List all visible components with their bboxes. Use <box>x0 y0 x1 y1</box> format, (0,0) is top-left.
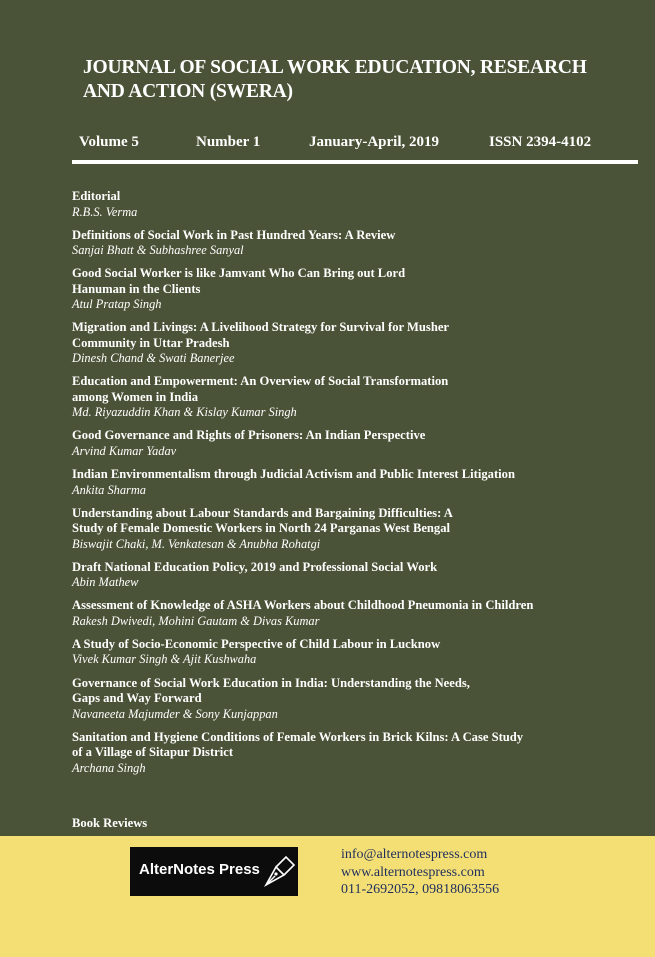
publisher-contact <box>341 846 499 899</box>
table-of-contents <box>72 189 592 784</box>
publisher-logo-text: AlterNotes Press <box>139 861 260 878</box>
article-title: among Women in India <box>72 389 199 404</box>
article-authors: Md. Riyazuddin Khan & Kislay Kumar Singh <box>72 405 297 420</box>
article-authors: Rakesh Dwivedi, Mohini Gautam & Divas Kumar <box>72 613 320 628</box>
issue-info-bar <box>79 134 639 154</box>
toc-entry <box>72 676 592 723</box>
article-authors: Abin Mathew <box>72 575 139 590</box>
article-title: Indian Environmentalism through Judicial Activism and Public Interest Litigation <box>72 467 515 482</box>
article-title: A Study of Socio-Economic Perspective of Child Labour in Lucknow <box>72 636 441 651</box>
article-authors: Arvind Kumar Yadav <box>72 443 177 458</box>
book-reviews-heading: Book Reviews <box>72 816 148 830</box>
article-authors: Sanjai Bhatt & Subhashree Sanyal <box>72 243 244 258</box>
toc-entry <box>72 598 592 629</box>
article-authors: Biswajit Chaki, M. Venkatesan & Anubha Rohatgi <box>72 536 321 551</box>
article-title: Hanuman in the Clients <box>72 281 201 296</box>
toc-entry <box>72 320 592 367</box>
toc-entry <box>72 189 592 220</box>
journal-title <box>83 56 623 104</box>
article-authors: Archana Singh <box>72 760 146 775</box>
toc-entry <box>72 730 592 777</box>
article-title: Editorial <box>72 189 121 203</box>
article-title: Gaps and Way Forward <box>72 691 202 706</box>
article-title: Community in Uttar Pradesh <box>72 335 230 350</box>
fountain-pen-nib-icon <box>262 855 296 889</box>
article-title: Sanitation and Hygiene Conditions of Female Workers in Brick Kilns: A Case Study <box>72 729 524 744</box>
issue-period: January-April, 2019 <box>309 134 440 150</box>
toc-entry <box>72 637 592 668</box>
toc-entry <box>72 374 592 421</box>
journal-title-line-1: JOURNAL OF SOCIAL WORK EDUCATION, RESEARCH <box>83 57 587 78</box>
toc-entry <box>72 467 592 498</box>
article-authors: Dinesh Chand & Swati Banerjee <box>72 351 235 366</box>
toc-entry <box>72 506 592 553</box>
publisher-footer <box>0 836 655 957</box>
issn-label: ISSN 2394-4102 <box>489 134 592 150</box>
article-title: Education and Empowerment: An Overview of Social Transformation <box>72 374 449 389</box>
article-title: Good Governance and Rights of Prisoners: An Indian Perspective <box>72 428 426 443</box>
article-authors: R.B.S. Verma <box>72 204 138 219</box>
publisher-phone: 011-2692052, 09818063556 <box>341 882 500 897</box>
article-title: Migration and Livings: A Livelihood Strategy for Survival for Musher <box>72 320 450 335</box>
publisher-logo <box>130 847 298 896</box>
article-title: Study of Female Domestic Workers in North 24 Parganas West Bengal <box>72 521 451 536</box>
article-title: Good Social Worker is like Jamvant Who Can Bring out Lord <box>72 266 406 281</box>
article-authors: Atul Pratap Singh <box>72 297 162 312</box>
publisher-website[interactable]: www.alternotespress.com <box>341 864 485 880</box>
article-title: of a Village of Sitapur District <box>72 745 234 760</box>
volume-label: Volume 5 <box>79 134 139 150</box>
journal-title-line-2: AND ACTION (SWERA) <box>83 81 293 102</box>
publisher-email[interactable]: info@alternotespress.com <box>341 847 488 862</box>
toc-entry <box>72 428 592 459</box>
number-label: Number 1 <box>196 134 261 150</box>
article-title: Definitions of Social Work in Past Hundred Years: A Review <box>72 227 396 242</box>
article-title: Assessment of Knowledge of ASHA Workers about Childhood Pneumonia in Children <box>72 598 534 613</box>
title-divider <box>72 160 638 164</box>
article-authors: Ankita Sharma <box>72 482 146 497</box>
toc-entry <box>72 266 592 313</box>
article-title: Draft National Education Policy, 2019 and Professional Social Work <box>72 559 438 574</box>
toc-entry <box>72 228 592 259</box>
toc-entry <box>72 560 592 591</box>
article-title: Understanding about Labour Standards and Bargaining Difficulties: A <box>72 505 453 520</box>
article-title: Governance of Social Work Education in India: Understanding the Needs, <box>72 675 470 690</box>
article-authors: Navaneeta Majumder & Sony Kunjappan <box>72 706 278 721</box>
article-authors: Vivek Kumar Singh & Ajit Kushwaha <box>72 652 257 667</box>
